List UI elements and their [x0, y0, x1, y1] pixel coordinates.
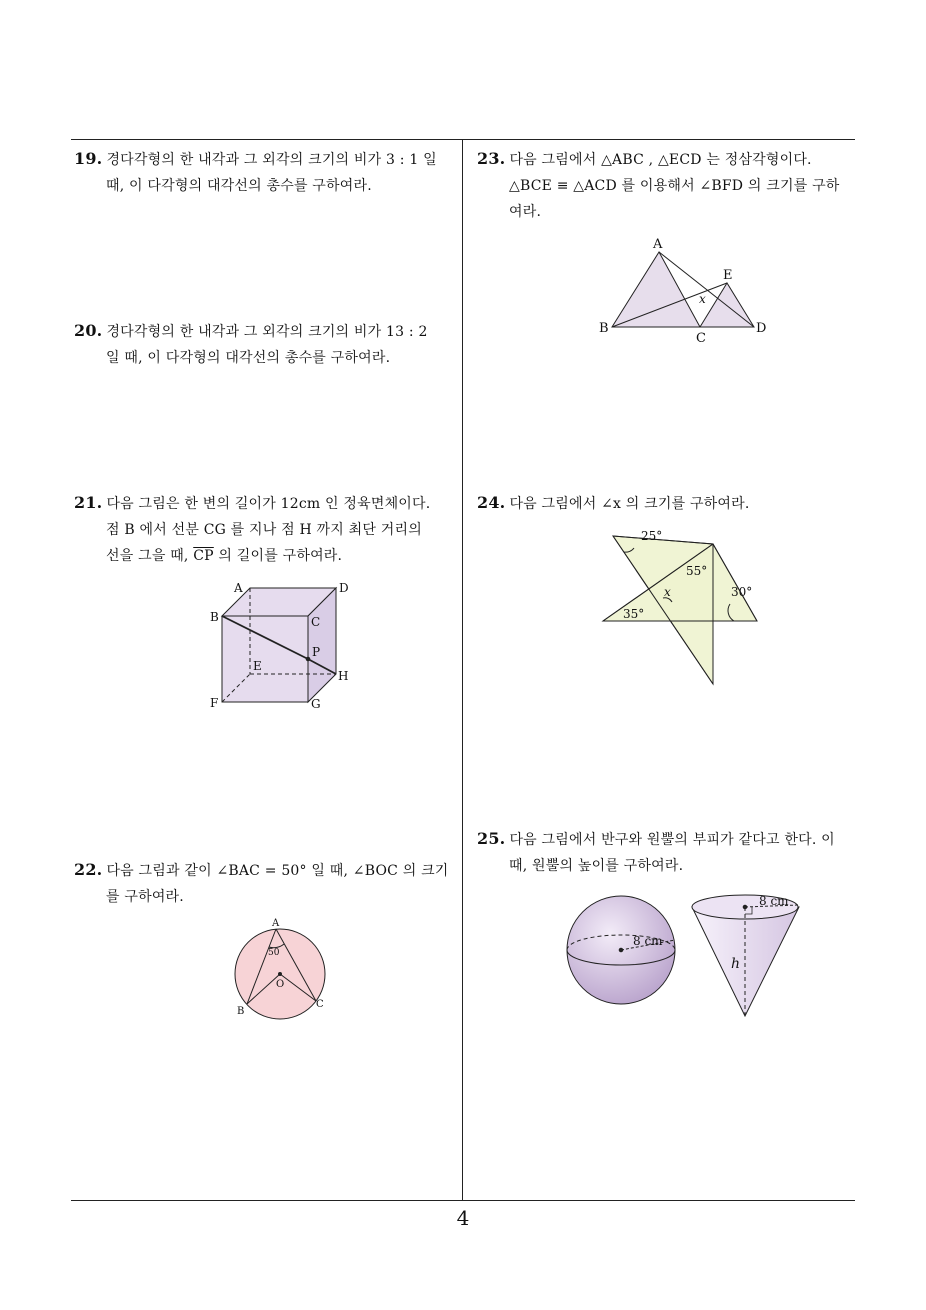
sphere-figure	[567, 896, 675, 1004]
question-number: 21.	[74, 493, 103, 512]
label-x: x	[699, 292, 706, 306]
question-number: 23.	[477, 149, 506, 168]
question-text-line: 다음 그림에서 △ABC , △ECD 는 정삼각형이다.	[509, 152, 812, 168]
label-a: A	[234, 581, 243, 595]
label-d: D	[339, 581, 349, 595]
label-c: C	[316, 999, 324, 1010]
cone-radius-label: 8 cm	[759, 894, 789, 908]
question-text-line: 선을 그을 때,	[106, 548, 194, 564]
sphere-radius-label: 8 cm	[633, 934, 663, 948]
label-c: C	[696, 331, 706, 346]
label-x: x	[664, 585, 671, 599]
label-b: B	[237, 1006, 245, 1017]
question-text-line: 경다각형의 한 내각과 그 외각의 크기의 비가 3 : 1 일	[106, 152, 437, 168]
question-number: 24.	[477, 493, 506, 512]
question-text-line: 때, 이 다각형의 대각선의 총수를 구하여라.	[106, 178, 372, 194]
cube-front	[222, 616, 308, 702]
question-text-line: 경다각형의 한 내각과 그 외각의 크기의 비가 13 : 2	[106, 324, 428, 340]
label-30: 30°	[731, 585, 753, 599]
question-text-line: 를 구하여라.	[106, 889, 184, 905]
question-text-line: 때, 원뿔의 높이를 구하여라.	[509, 858, 684, 874]
label-e: E	[253, 659, 262, 673]
question-text-line: 점 B 에서 선분 CG 를 지나 점 H 까지 최단 거리의	[106, 522, 422, 538]
question-text-line: 다음 그림에서 ∠x 의 크기를 구하여라.	[509, 496, 750, 512]
question-text-line: 다음 그림에서 반구와 원뿔의 부피가 같다고 한다. 이	[509, 832, 835, 848]
label-a: A	[272, 918, 280, 929]
label-f: F	[210, 696, 219, 710]
point-o	[279, 973, 282, 976]
page-number: 4	[456, 1206, 470, 1230]
triangle-figure	[612, 252, 754, 327]
label-p: P	[312, 645, 321, 659]
question-number: 22.	[74, 860, 103, 879]
label-o: O	[276, 979, 285, 990]
question-text-line: 다음 그림은 한 변의 길이가 12cm 인 정육면체이다.	[106, 496, 431, 512]
point-p	[306, 657, 310, 661]
label-b: B	[210, 610, 219, 624]
label-g: G	[311, 697, 321, 711]
question-text-line: 여라.	[509, 204, 542, 220]
question-text-line: △BCE ≡ △ACD 를 이용해서 ∠BFD 의 크기를 구하	[509, 178, 840, 194]
label-50: 50	[268, 948, 280, 958]
question-number: 19.	[74, 149, 103, 168]
label-55: 55°	[686, 564, 708, 578]
label-c: C	[311, 615, 321, 629]
label-b: B	[599, 321, 609, 336]
question-text-line: 다음 그림과 같이 ∠BAC = 50° 일 때, ∠BOC 의 크기	[106, 863, 449, 879]
label-e: E	[723, 268, 733, 283]
segment-cp: $\overline{CP}$	[193, 548, 214, 564]
question-text-line: 의 길이를 구하여라.	[213, 548, 343, 564]
question-number: 20.	[74, 321, 103, 340]
cone-figure	[692, 895, 799, 1016]
label-d: D	[756, 321, 767, 336]
label-25: 25°	[641, 529, 663, 543]
question-number: 25.	[477, 829, 506, 848]
circle-figure	[235, 929, 325, 1019]
label-h: H	[338, 669, 349, 683]
label-35: 35°	[623, 607, 645, 621]
triangle-abc	[612, 252, 700, 327]
cone-height-label: h	[731, 956, 741, 972]
label-a: A	[653, 237, 663, 252]
question-text-line: 일 때, 이 다각형의 대각선의 총수를 구하여라.	[106, 350, 391, 366]
